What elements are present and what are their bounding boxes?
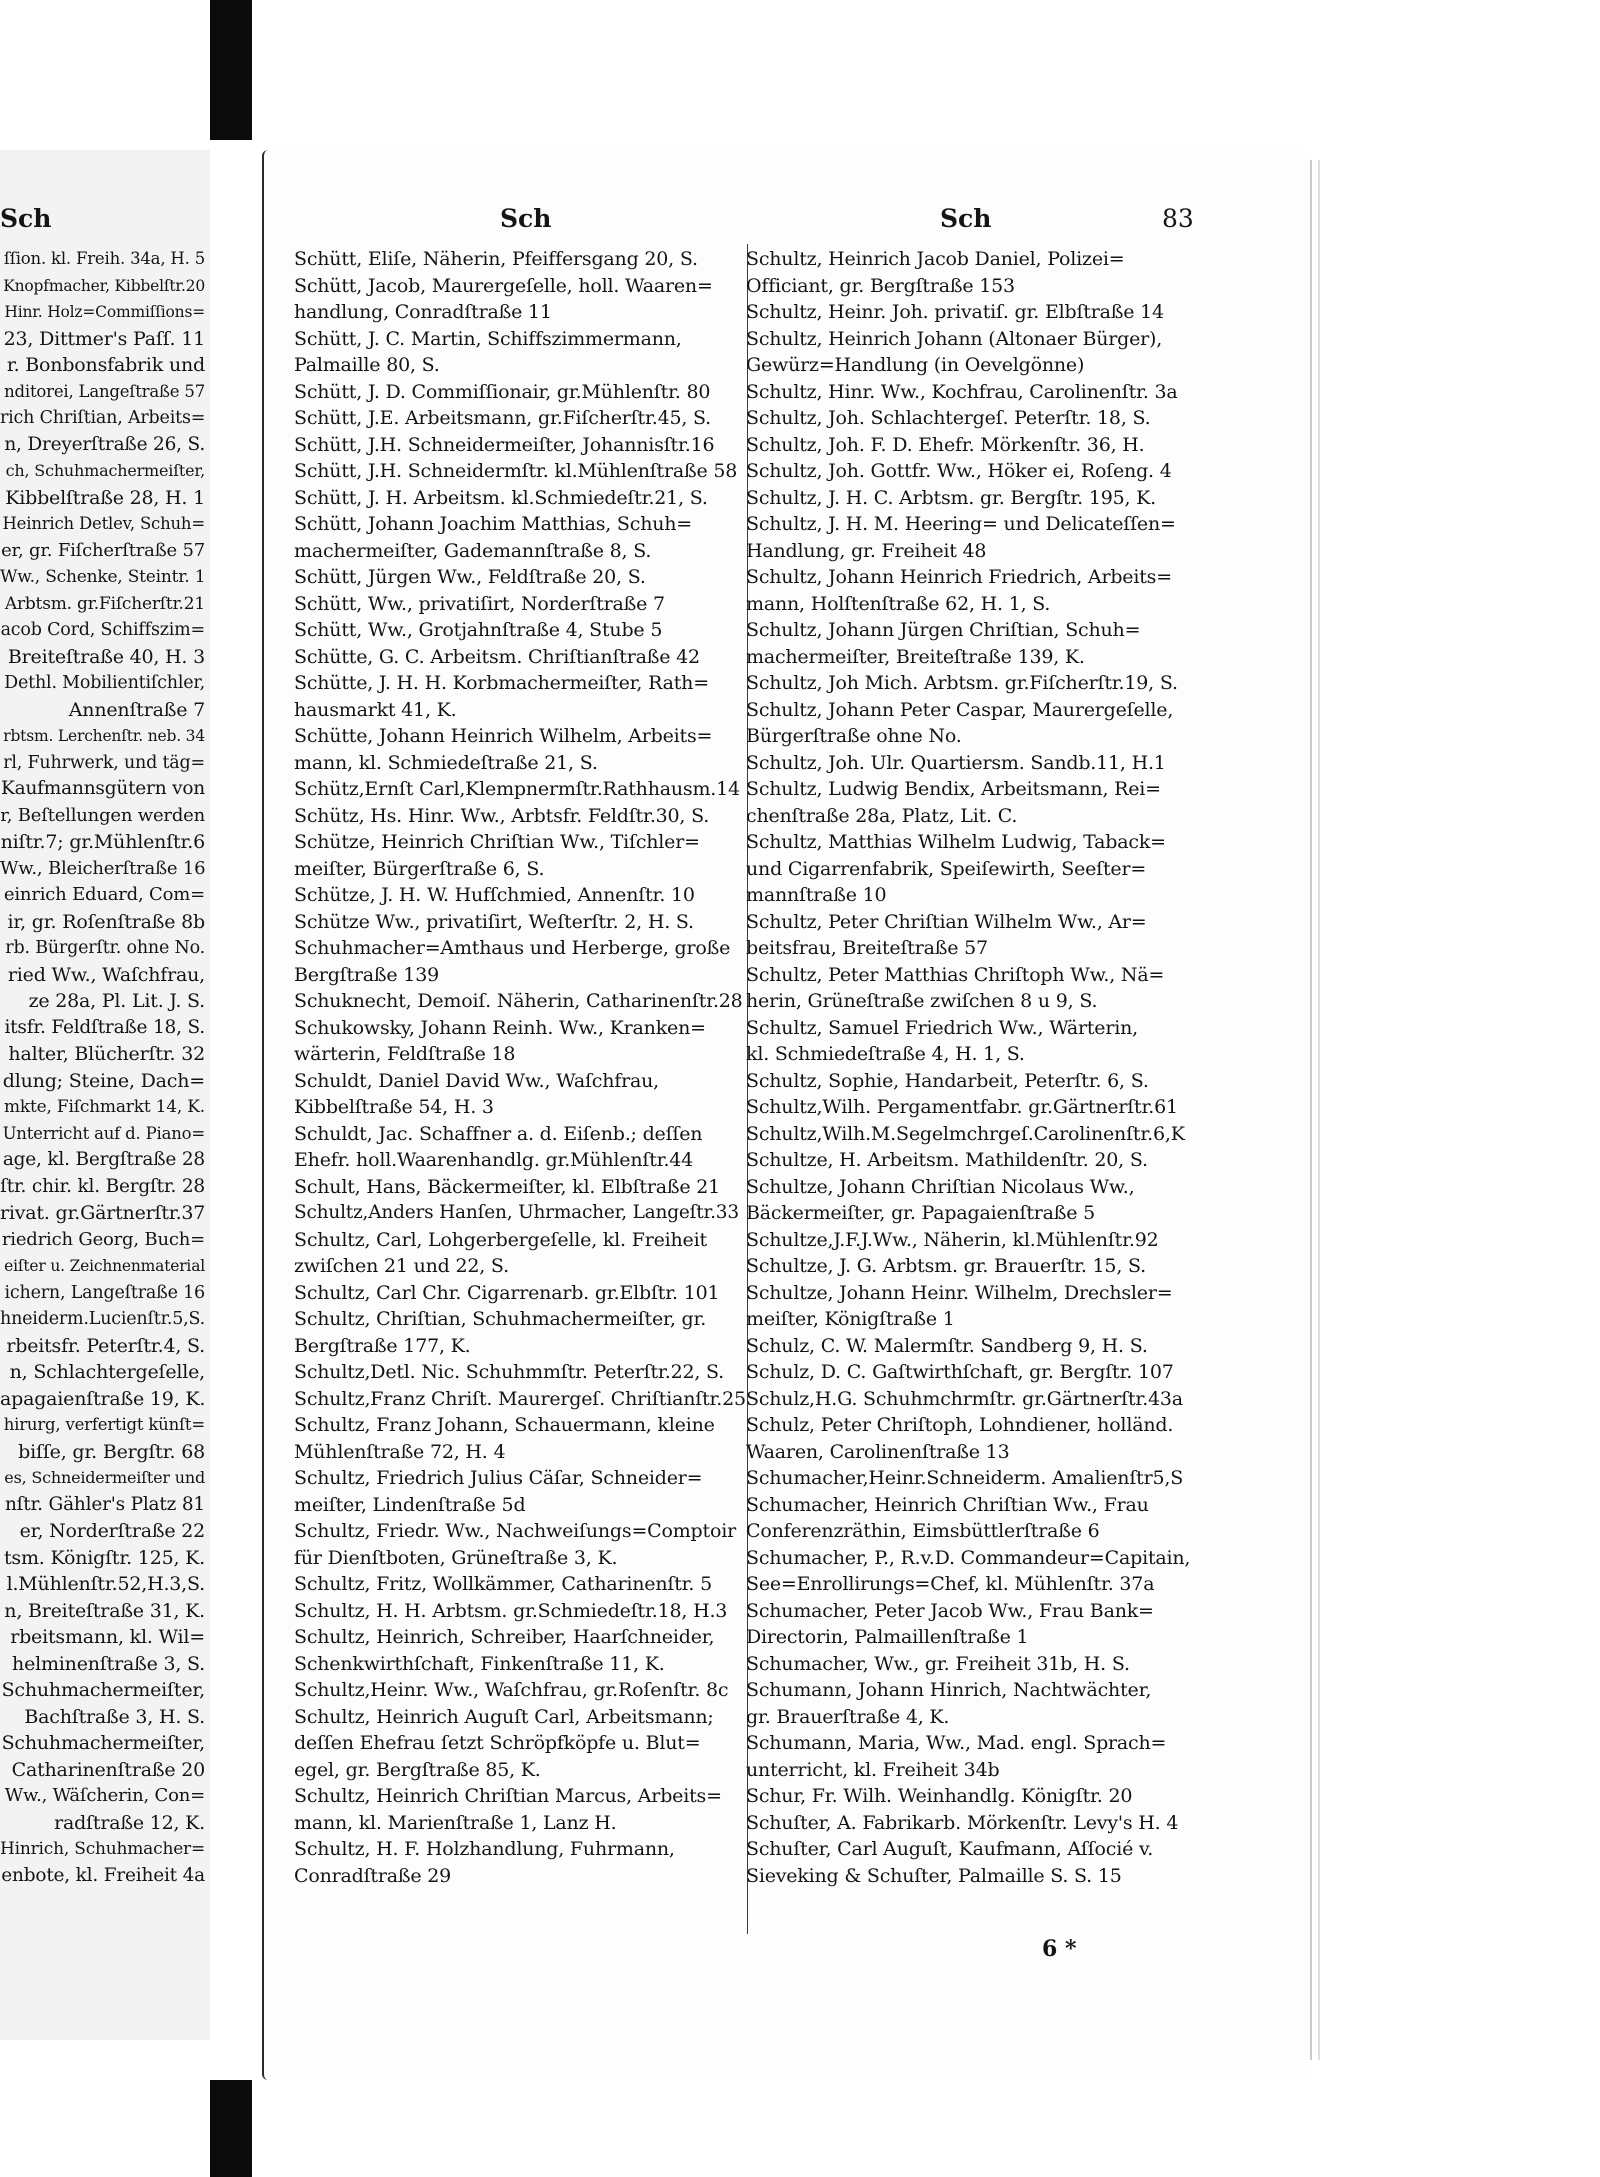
- directory-line: machermeiſter, Breiteſtraße 139, K.: [746, 645, 1085, 668]
- directory-line: Schenkwirthſchaft, Finkenſtraße 11, K.: [294, 1652, 665, 1675]
- directory-line: age, kl. Bergſtraße 28: [2, 1149, 205, 1170]
- directory-line: Schultz, Johann Peter Caspar, Maurergeſelle,: [746, 698, 1174, 721]
- directory-line: Dethl. Mobilientiſchler,: [4, 673, 205, 693]
- directory-line: Hinr. Holz=Commiſſions=: [4, 303, 205, 321]
- directory-line: kl. Schmiedeſtraße 4, H. 1, S.: [746, 1043, 1025, 1065]
- directory-line: Unterricht auf d. Piano=: [2, 1123, 205, 1143]
- directory-line: Schultz, J. H. C. Arbtsm. gr. Bergſtr. 195, K.: [746, 486, 1156, 509]
- directory-line: ried Ww., Waſchfrau,: [7, 963, 205, 986]
- directory-line: rl, Fuhrwerk, und täg=: [3, 752, 205, 773]
- directory-line: Schultz, Chriſtian, Schuhmachermeiſter, gr.: [294, 1308, 707, 1330]
- directory-line: Schuldt, Jac. Schaffner a. d. Eiſenb.; deſſen: [294, 1122, 703, 1145]
- directory-line: nſtr. Gähler's Platz 81: [4, 1493, 205, 1515]
- directory-column-left: [294, 246, 746, 1889]
- directory-line: Schultz, J. H. M. Heering= und Delicateſſen=: [746, 513, 1176, 535]
- directory-line: herin, Grüneſtraße zwiſchen 8 u 9, S.: [746, 990, 1098, 1012]
- page-number: 83: [1162, 204, 1194, 233]
- directory-line: Schultz, H. H. Arbtsm. gr.Schmiedeſtr.18, H.3: [294, 1599, 728, 1622]
- directory-line: Sieveking & Schuſter, Palmaille S. S. 15: [746, 1864, 1122, 1887]
- directory-line: Schuhmachermeiſter,: [1, 1679, 205, 1701]
- directory-line: Conferenzräthin, Eimsbüttlerſtraße 6: [746, 1520, 1100, 1542]
- directory-line: Schumacher, P., R.v.D. Commandeur=Capitain,: [746, 1546, 1191, 1569]
- directory-line: ch, Schuhmachermeiſter,: [5, 461, 205, 480]
- directory-line: Schultze, Johann Chriſtian Nicolaus Ww.,: [746, 1175, 1135, 1198]
- directory-line: Schultz, Fritz, Wollkämmer, Catharinenſtr. 5: [294, 1573, 712, 1595]
- column-header-right: Sch: [940, 204, 992, 233]
- directory-line: biſſe, gr. Bergſtr. 68: [18, 1440, 205, 1463]
- directory-line: Bäckermeiſter, gr. Papagaienſtraße 5: [746, 1202, 1096, 1224]
- directory-line: n, Schlachtergeſelle,: [9, 1361, 205, 1383]
- directory-line: Schultz, Carl, Lohgerbergeſelle, kl. Freiheit: [294, 1228, 707, 1251]
- directory-line: Schumann, Maria, Ww., Mad. engl. Sprach=: [746, 1732, 1167, 1754]
- directory-line: Schultz, H. F. Holzhandlung, Fuhrmann,: [294, 1838, 675, 1860]
- directory-line: 23, Dittmer's Paſſ. 11: [3, 327, 205, 350]
- directory-line: für Dienſtboten, Grüneſtraße 3, K.: [294, 1546, 618, 1569]
- directory-line: Annenſtraße 7: [68, 698, 205, 721]
- directory-line: Bachſtraße 3, H. S.: [24, 1705, 205, 1728]
- directory-line: hirurg, verfertigt künſt=: [3, 1415, 205, 1434]
- directory-line: r, Beſtellungen werden: [0, 804, 205, 826]
- directory-line: meiſter, Bürgerſtraße 6, S.: [294, 857, 545, 880]
- directory-line: itsfr. Feldſtraße 18, S.: [4, 1016, 205, 1038]
- directory-line: helminenſtraße 3, S.: [12, 1652, 205, 1675]
- directory-line: mann, kl. Marienſtraße 1, Lanz H.: [294, 1811, 617, 1834]
- directory-line: ir, gr. Roſenſtraße 8b: [7, 910, 205, 933]
- directory-line: Breiteſtraße 40, H. 3: [7, 645, 205, 668]
- directory-line: es, Schneidermeiſter und: [4, 1468, 205, 1487]
- directory-line: Schütt, J.E. Arbeitsmann, gr.Fiſcherſtr.45, S.: [294, 407, 712, 429]
- directory-line: Handlung, gr. Freiheit 48: [746, 539, 987, 562]
- directory-line: Schultz, Sophie, Handarbeit, Peterſtr. 6, S.: [746, 1069, 1149, 1092]
- column-header-left: Sch: [500, 204, 552, 233]
- directory-line: Schukowsky, Johann Reinh. Ww., Kranken=: [294, 1016, 706, 1039]
- directory-line: gr. Brauerſtraße 4, K.: [746, 1705, 950, 1728]
- directory-line: Schulz, Peter Chriſtoph, Lohndiener, holländ.: [746, 1414, 1174, 1436]
- directory-line: Schütt, Ww., privatiſirt, Norderſtraße 7: [294, 592, 665, 615]
- directory-line: ſſion. kl. Freih. 34a, H. 5: [3, 249, 205, 268]
- directory-line: Schumacher, Peter Jacob Ww., Frau Bank=: [746, 1599, 1154, 1622]
- directory-line: ſtr. chir. kl. Bergſtr. 28: [0, 1175, 205, 1197]
- directory-line: Schütte, J. H. H. Korbmachermeiſter, Rath=: [294, 672, 709, 694]
- directory-line: niſtr.7; gr.Mühlenſtr.6: [0, 831, 205, 853]
- directory-line: Ww., Schenke, Steintr. 1: [0, 567, 205, 587]
- directory-line: Schultz, Johann Heinrich Friedrich, Arbeits=: [746, 566, 1172, 588]
- directory-line: Schultz, Heinrich, Schreiber, Haarſchneider,: [294, 1626, 715, 1648]
- directory-line: See=Enrollirungs=Chef, kl. Mühlenſtr. 37a: [746, 1573, 1155, 1595]
- directory-line: Schütt, J.H. Schneidermeiſter, Johannisſtr.16: [294, 433, 715, 456]
- directory-line: Schütz, Hs. Hinr. Ww., Arbtsfr. Feldſtr.30, S.: [294, 804, 710, 827]
- directory-line: Schultz, Joh. F. D. Ehefr. Mörkenſtr. 36, H.: [746, 433, 1145, 456]
- directory-line: enbote, kl. Freiheit 4a: [1, 1864, 205, 1886]
- directory-line: radſtraße 12, K.: [54, 1811, 205, 1834]
- directory-line: Schütt, J. D. Commiſſionair, gr.Mühlenſtr. 80: [294, 380, 711, 403]
- directory-line: Schultz,Anders Hanſen, Uhrmacher, Langeſtr.33: [294, 1202, 739, 1223]
- directory-line: rbeitsmann, kl. Wil=: [10, 1626, 205, 1648]
- directory-line: Schütze Ww., privatiſirt, Weſterſtr. 2, H. S.: [294, 910, 694, 933]
- directory-line: apagaienſtraße 19, K.: [0, 1387, 205, 1410]
- directory-line: Schultze,J.F.J.Ww., Näherin, kl.Mühlenſtr.92: [746, 1228, 1159, 1251]
- directory-line: Schulz, D. C. Gaſtwirthſchaft, gr. Bergſtr. 107: [746, 1361, 1174, 1383]
- directory-line: Schultz,Wilh.M.Segelmchrgeſ.Carolinenſtr.6,K: [746, 1122, 1185, 1145]
- directory-line: chenſtraße 28a, Platz, Lit. C.: [746, 804, 1018, 827]
- directory-line: Schultz, Peter Chriſtian Wilhelm Ww., Ar=: [746, 910, 1147, 933]
- directory-line: Schütt, Eliſe, Näherin, Pfeiffersgang 20, S.: [294, 248, 698, 270]
- directory-line: Schultz,Wilh. Pergamentfabr. gr.Gärtnerſtr.61: [746, 1096, 1178, 1118]
- directory-line: er, gr. Fiſcherſtraße 57: [1, 539, 205, 561]
- directory-line: Schumacher,Heinr.Schneiderm. Amalienſtr5,S: [746, 1467, 1184, 1489]
- directory-line: rb. Bürgerſtr. ohne No.: [5, 938, 205, 958]
- directory-line: Schütt, J.H. Schneidermſtr. kl.Mühlenſtraße 58: [294, 460, 738, 482]
- directory-line: Schulz,H.G. Schuhmchrmſtr. gr.Gärtnerſtr.43a: [746, 1387, 1183, 1410]
- directory-line: Schultz, Peter Matthias Chriſtoph Ww., Nä=: [746, 963, 1165, 986]
- directory-line: hausmarkt 41, K.: [294, 698, 457, 721]
- directory-line: mann, Holſtenſtraße 62, H. 1, S.: [746, 592, 1051, 615]
- directory-line: Conradſtraße 29: [294, 1864, 452, 1887]
- directory-line: Schultz, Friedrich Julius Cäſar, Schneider=: [294, 1467, 703, 1489]
- directory-line: Schütt, Jacob, Maurergeſelle, holl. Waaren=: [294, 274, 713, 297]
- directory-line: Directorin, Palmaillenſtraße 1: [746, 1626, 1029, 1648]
- signature-mark: 6 *: [1042, 1936, 1077, 1962]
- directory-line: tsm. Königſtr. 125, K.: [3, 1546, 205, 1569]
- gutter: [210, 140, 270, 2080]
- directory-line: Waaren, Carolinenſtraße 13: [746, 1440, 1010, 1463]
- directory-line: unterricht, kl. Freiheit 34b: [746, 1758, 1000, 1781]
- directory-line: wärterin, Feldſtraße 18: [294, 1043, 516, 1065]
- binding-top: [210, 0, 252, 140]
- directory-line: Schultz, Carl Chr. Cigarrenarb. gr.Elbſtr. 101: [294, 1281, 720, 1304]
- left-page-text-column: [0, 246, 205, 1889]
- directory-line: Schultz, Matthias Wilhelm Ludwig, Taback=: [746, 831, 1166, 853]
- directory-line: Arbtsm. gr.Fiſcherſtr.21: [4, 593, 205, 614]
- directory-line: Bergſtraße 177, K.: [294, 1334, 471, 1357]
- directory-column-right: [746, 246, 1198, 1889]
- directory-line: zwiſchen 21 und 22, S.: [294, 1255, 509, 1277]
- directory-line: Schultz, Joh. Schlachtergeſ. Peterſtr. 18, S.: [746, 407, 1151, 429]
- directory-line: mannſtraße 10: [746, 884, 887, 906]
- directory-line: handlung, Conradſtraße 11: [294, 301, 552, 323]
- directory-line: Knopfmacher, Kibbelſtr.20: [3, 276, 205, 295]
- directory-line: Bergſtraße 139: [294, 963, 439, 986]
- directory-line: Schuhmacher=Amthaus und Herberge, große: [294, 937, 731, 959]
- directory-line: rivat. gr.Gärtnerſtr.37: [0, 1202, 205, 1224]
- directory-line: egel, gr. Bergſtraße 85, K.: [294, 1758, 541, 1781]
- directory-line: Schultz, Joh. Ulr. Quartiersm. Sandb.11, H.1: [746, 751, 1166, 774]
- directory-line: Schütze, J. H. W. Hufſchmied, Annenſtr. 10: [294, 884, 695, 906]
- directory-line: Schultz, Samuel Friedrich Ww., Wärterin,: [746, 1016, 1138, 1039]
- directory-line: Hinrich, Schuhmacher=: [0, 1839, 205, 1859]
- directory-line: Schuſter, Carl Auguſt, Kaufmann, Aſſocié v.: [746, 1838, 1154, 1860]
- directory-line: Schütte, G. C. Arbeitsm. Chriſtianſtraße 42: [294, 645, 700, 668]
- directory-line: Schult, Hans, Bäckermeiſter, kl. Elbſtraße 21: [294, 1175, 720, 1198]
- directory-line: acob Cord, Schiffszim=: [0, 620, 205, 640]
- directory-line: Schuhmachermeiſter,: [1, 1732, 205, 1754]
- directory-line: Mühlenſtraße 72, H. 4: [294, 1440, 506, 1463]
- directory-line: r. Bonbonsfabrik und: [6, 354, 205, 376]
- directory-line: meiſter, Lindenſtraße 5d: [294, 1493, 526, 1516]
- directory-line: Schur, Fr. Wilh. Weinhandlg. Königſtr. 20: [746, 1785, 1133, 1807]
- directory-line: deſſen Ehefrau ſetzt Schröpfköpfe u. Blut=: [294, 1732, 701, 1754]
- directory-line: Kibbelſtraße 28, H. 1: [5, 486, 205, 509]
- directory-line: Palmaille 80, S.: [294, 354, 440, 376]
- binding-bottom: [210, 2080, 252, 2177]
- directory-line: rbeitsfr. Peterſtr.4, S.: [6, 1334, 205, 1357]
- left-page-header: Sch: [0, 204, 52, 233]
- directory-line: Schultz, Heinrich Auguſt Carl, Arbeitsmann;: [294, 1705, 714, 1728]
- directory-line: Heinrich Detlev, Schuh=: [2, 514, 205, 533]
- directory-line: Officiant, gr. Bergſtraße 153: [746, 274, 1015, 297]
- page-edge: [1318, 160, 1320, 2060]
- directory-line: riedrich Georg, Buch=: [1, 1228, 205, 1250]
- directory-line: rbtsm. Lerchenſtr. neb. 34: [3, 727, 205, 745]
- directory-line: Ehefr. holl.Waarenhandlg. gr.Mühlenſtr.44: [294, 1149, 694, 1171]
- directory-line: Schultz,Heinr. Ww., Waſchfrau, gr.Roſenſtr. 8c: [294, 1679, 729, 1701]
- directory-line: l.Mühlenſtr.52,H.3,S.: [6, 1573, 205, 1595]
- directory-line: mann, kl. Schmiedeſtraße 21, S.: [294, 751, 598, 774]
- directory-line: Schumann, Johann Hinrich, Nachtwächter,: [746, 1679, 1152, 1701]
- directory-line: einrich Eduard, Com=: [3, 884, 205, 905]
- directory-line: Schultz, Heinrich Chriſtian Marcus, Arbeits=: [294, 1785, 722, 1807]
- directory-line: Schultz, Joh. Gottfr. Ww., Höker ei, Roſeng. 4: [746, 460, 1172, 482]
- directory-line: Schultz,Franz Chriſt. Maurergeſ. Chriſtianſtr.25: [294, 1387, 746, 1410]
- directory-line: machermeiſter, Gademannſtraße 8, S.: [294, 539, 652, 562]
- directory-line: Schultz, Joh Mich. Arbtsm. gr.Fiſcherſtr.19, S.: [746, 672, 1178, 694]
- directory-line: Catharinenſtraße 20: [11, 1758, 205, 1781]
- directory-line: Schütt, J. C. Martin, Schiffszimmermann,: [294, 327, 682, 350]
- directory-line: Schulz, C. W. Malermſtr. Sandberg 9, H. S.: [746, 1334, 1148, 1357]
- directory-line: hneiderm.Lucienſtr.5,S.: [0, 1309, 205, 1329]
- directory-line: Schultze, Johann Heinr. Wilhelm, Drechsler=: [746, 1281, 1173, 1304]
- directory-line: Schultz, Heinrich Jacob Daniel, Polizei=: [746, 248, 1125, 270]
- page-edge: [1310, 160, 1312, 2060]
- directory-line: Kaufmannsgütern von: [1, 778, 205, 799]
- directory-line: beitsfrau, Breiteſtraße 57: [746, 937, 988, 959]
- directory-line: n, Breiteſtraße 31, K.: [4, 1599, 205, 1622]
- directory-line: Schumacher, Heinrich Chriſtian Ww., Frau: [746, 1493, 1149, 1516]
- directory-line: Bürgerſtraße ohne No.: [746, 725, 962, 747]
- directory-line: nditorei, Langeſtraße 57: [4, 381, 205, 401]
- directory-line: Schütz,Ernſt Carl,Klempnermſtr.Rathhausm.14: [294, 778, 740, 800]
- directory-line: Schultz, Heinrich Johann (Altonaer Bürger),: [746, 327, 1163, 350]
- directory-line: dlung; Steine, Dach=: [2, 1069, 205, 1092]
- directory-line: Schultz, Franz Johann, Schauermann, kleine: [294, 1414, 715, 1436]
- directory-line: mkte, Fiſchmarkt 14, K.: [4, 1097, 205, 1117]
- directory-line: halter, Blücherſtr. 32: [8, 1043, 205, 1065]
- directory-line: eiſter u. Zeichnenmaterial: [4, 1257, 205, 1275]
- directory-line: ze 28a, Pl. Lit. J. S.: [28, 990, 205, 1012]
- directory-line: n, Dreyerſtraße 26, S.: [4, 433, 205, 455]
- directory-line: Ww., Bleicherſtraße 16: [0, 857, 205, 879]
- directory-line: Schultze, J. G. Arbtsm. gr. Brauerſtr. 15, S.: [746, 1255, 1146, 1277]
- directory-line: Schütt, Ww., Grotjahnſtraße 4, Stube 5: [294, 619, 663, 641]
- directory-line: Schuldt, Daniel David Ww., Waſchfrau,: [294, 1069, 659, 1092]
- directory-line: und Cigarrenfabrik, Speiſewirth, Seeſter=: [746, 857, 1147, 880]
- directory-line: Schütt, J. H. Arbeitsm. kl.Schmiedeſtr.21, S.: [294, 486, 708, 509]
- directory-line: Schultze, H. Arbeitsm. Mathildenſtr. 20, S.: [746, 1149, 1148, 1171]
- directory-line: er, Norderſtraße 22: [19, 1520, 205, 1542]
- directory-line: Schultz,Detl. Nic. Schuhmmſtr. Peterſtr.22, S.: [294, 1361, 724, 1383]
- directory-line: Schütte, Johann Heinrich Wilhelm, Arbeits=: [294, 725, 713, 747]
- directory-line: Gewürz=Handlung (in Oevelgönne): [746, 354, 1085, 376]
- directory-line: Schütze, Heinrich Chriſtian Ww., Tiſchler=: [294, 831, 700, 853]
- directory-line: Schütt, Johann Joachim Matthias, Schuh=: [294, 513, 693, 535]
- directory-line: Kibbelſtraße 54, H. 3: [294, 1096, 494, 1118]
- directory-line: meiſter, Königſtraße 1: [746, 1308, 955, 1330]
- directory-line: Schuſter, A. Fabrikarb. Mörkenſtr. Levy's H. 4: [746, 1811, 1179, 1834]
- directory-line: rich Chriſtian, Arbeits=: [0, 408, 205, 428]
- directory-line: Schütt, Jürgen Ww., Feldſtraße 20, S.: [294, 566, 646, 588]
- directory-line: Ww., Wäſcherin, Con=: [4, 1785, 205, 1806]
- directory-line: ichern, Langeſtraße 16: [4, 1282, 205, 1303]
- directory-line: Schultz, Ludwig Bendix, Arbeitsmann, Rei=: [746, 778, 1161, 800]
- directory-line: Schultz, Friedr. Ww., Nachweiſungs=Comptoir: [294, 1520, 736, 1542]
- directory-line: Schultz, Johann Jürgen Chriſtian, Schuh=: [746, 619, 1141, 641]
- directory-line: Schumacher, Ww., gr. Freiheit 31b, H. S.: [746, 1652, 1130, 1675]
- directory-line: Schultz, Hinr. Ww., Kochfrau, Carolinenſtr. 3a: [746, 380, 1178, 403]
- directory-line: Schultz, Heinr. Joh. privatiſ. gr. Elbſtraße 14: [746, 301, 1164, 323]
- directory-line: Schuknecht, Demoiſ. Näherin, Catharinenſtr.28: [294, 990, 743, 1012]
